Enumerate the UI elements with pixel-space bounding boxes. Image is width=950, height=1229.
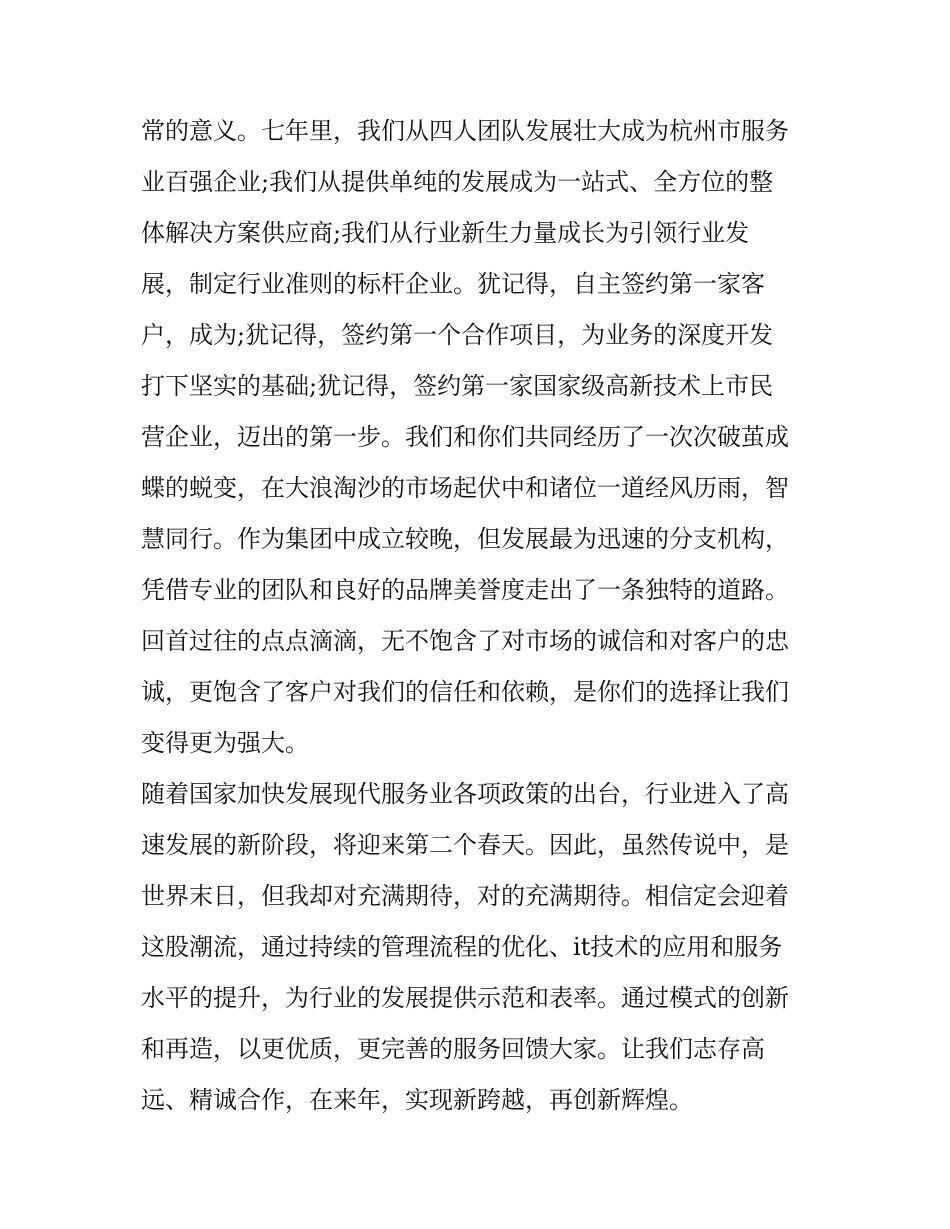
text-line: 业百强企业;我们从提供单纯的发展成为一站式、全方位的整 <box>141 168 774 196</box>
text-line: 这股潮流，通过持续的管理流程的优化、it技术的应用和服务 <box>141 933 783 961</box>
text-line: 和再造，以更优质，更完善的服务回馈大家。让我们志存高 <box>141 1035 765 1063</box>
text-line: 水平的提升，为行业的发展提供示范和表率。通过模式的创新 <box>141 984 789 1012</box>
text-line: 打下坚实的基础;犹记得，签约第一家国家级高新技术上市民 <box>141 372 774 400</box>
text-line: 变得更为强大。 <box>141 729 309 757</box>
text-line: 随着国家加快发展现代服务业各项政策的出台，行业进入了高 <box>141 780 789 808</box>
text-line: 蝶的蜕变，在大浪淘沙的市场起伏中和诸位一道经风历雨，智 <box>141 474 789 502</box>
text-line: 慧同行。作为集团中成立较晚，但发展最为迅速的分支机构， <box>141 525 789 553</box>
text-line: 展，制定行业准则的标杆企业。犹记得，自主签约第一家客 <box>141 270 765 298</box>
text-line: 常的意义。七年里，我们从四人团队发展壮大成为杭州市服务 <box>141 117 789 145</box>
body-text <box>141 106 821 1126</box>
text-line: 速发展的新阶段，将迎来第二个春天。因此，虽然传说中，是 <box>141 831 789 859</box>
text-line: 凭借专业的团队和良好的品牌美誉度走出了一条独特的道路。 <box>141 576 789 604</box>
text-line: 远、精诚合作，在来年，实现新跨越，再创新辉煌。 <box>141 1086 693 1114</box>
text-line: 回首过往的点点滴滴，无不饱含了对市场的诚信和对客户的忠 <box>141 627 789 655</box>
text-line: 户，成为;犹记得，签约第一个合作项目，为业务的深度开发 <box>141 321 774 349</box>
text-line: 诚，更饱含了客户对我们的信任和依赖，是你们的选择让我们 <box>141 678 789 706</box>
text-line: 营企业，迈出的第一步。我们和你们共同经历了一次次破茧成 <box>141 423 789 451</box>
text-line: 体解决方案供应商;我们从行业新生力量成长为引领行业发 <box>141 219 750 247</box>
text-line: 世界末日，但我却对充满期待，对的充满期待。相信定会迎着 <box>141 882 789 910</box>
